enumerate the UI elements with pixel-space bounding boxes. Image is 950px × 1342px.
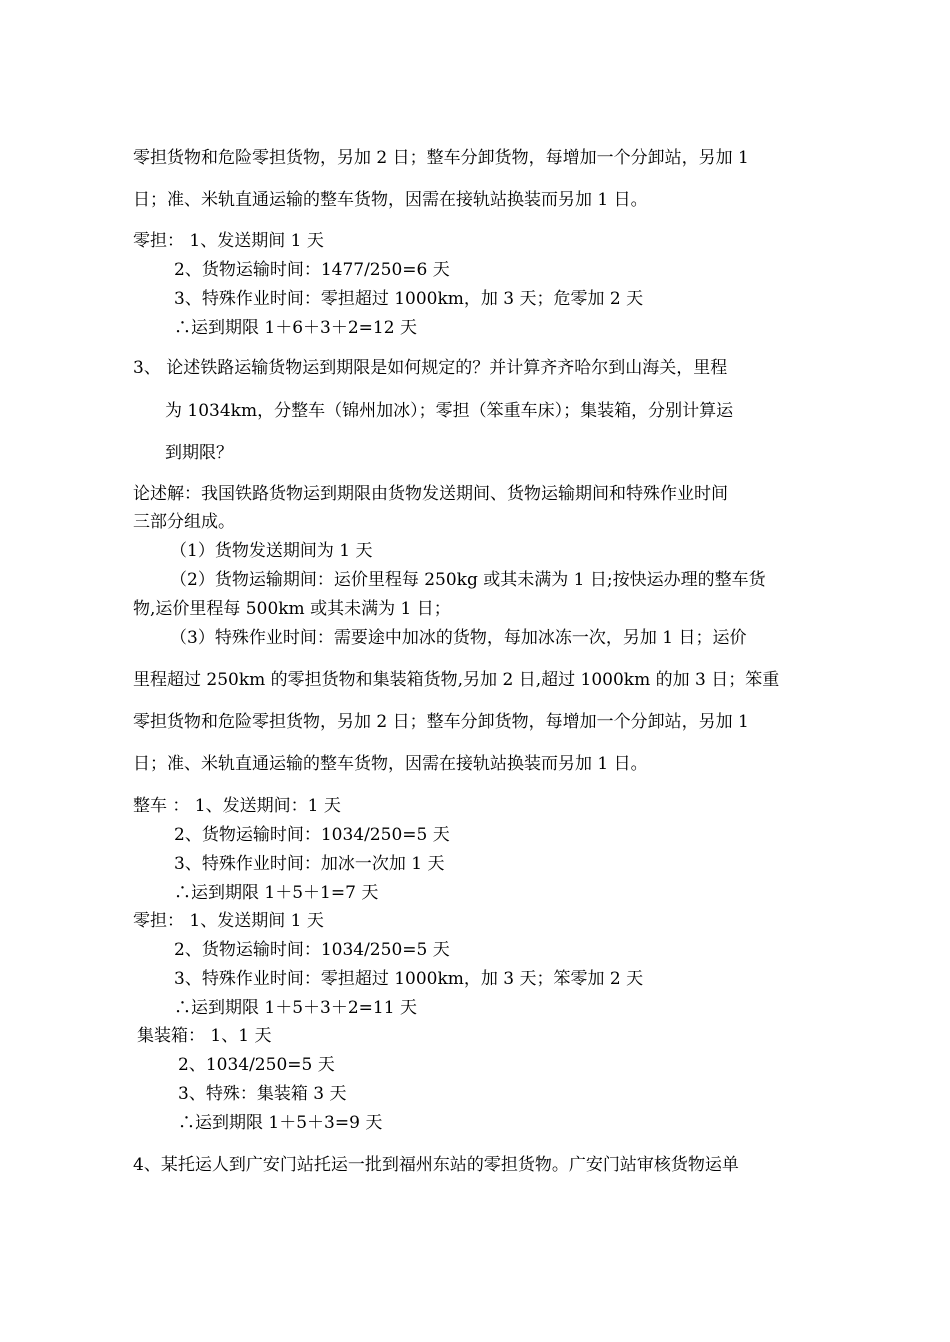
text-line: 2、货物运输时间：1477/250=6 天	[174, 260, 450, 280]
text-line: 日；准、米轨直通运输的整车货物，因需在接轨站换装而另加 1 日。	[133, 754, 648, 774]
text-line: （3）特殊作业时间：需要途中加冰的货物，每加冰冻一次，另加 1 日；运价	[170, 628, 747, 648]
text-line: 2、货物运输时间：1034/250=5 天	[174, 940, 450, 960]
text-line: 零担货物和危险零担货物，另加 2 日；整车分卸货物，每增加一个分卸站，另加 1	[133, 148, 749, 168]
text-line: 零担货物和危险零担货物，另加 2 日；整车分卸货物，每增加一个分卸站，另加 1	[133, 712, 749, 732]
question-heading: 3、 论述铁路运输货物运到期限是如何规定的？并计算齐齐哈尔到山海关，里程	[133, 358, 728, 378]
text-line: （2）货物运输期间：运价里程每 250kg 或其未满为 1 日;按快运办理的整车货	[170, 570, 766, 590]
text-line: 里程超过 250km 的零担货物和集装箱货物,另加 2 日,超过 1000km 的加 3 日；笨重	[133, 670, 780, 690]
text-line: 零担： 1、发送期间 1 天	[133, 231, 324, 251]
text-line: ∴运到期限 1＋6＋3＋2=12 天	[174, 318, 417, 338]
text-line: 3、特殊作业时间：零担超过 1000km，加 3 天；笨零加 2 天	[174, 969, 644, 989]
question-heading: 到期限？	[165, 443, 233, 463]
text-line: 日；准、米轨直通运输的整车货物，因需在接轨站换装而另加 1 日。	[133, 190, 648, 210]
text-line: 物,运价里程每 500km 或其未满为 1 日；	[133, 599, 451, 619]
text-line: 论述解：我国铁路货物运到期限由货物发送期间、货物运输期间和特殊作业时间	[133, 484, 728, 504]
text-line: 整车 ： 1、发送期间：1 天	[133, 796, 341, 816]
text-line: ∴运到期限 1＋5＋3=9 天	[178, 1113, 383, 1133]
text-line: 零担： 1、发送期间 1 天	[133, 911, 324, 931]
text-line: ∴运到期限 1＋5＋3＋2=11 天	[174, 998, 417, 1018]
text-line: 3、特殊作业时间：零担超过 1000km，加 3 天；危零加 2 天	[174, 289, 644, 309]
question-heading: 为 1034km，分整车（锦州加冰）；零担（笨重车床）；集装箱，分别计算运	[165, 401, 734, 421]
text-line: 2、货物运输时间：1034/250=5 天	[174, 825, 450, 845]
question-heading: 4、某托运人到广安门站托运一批到福州东站的零担货物。广安门站审核货物运单	[133, 1155, 739, 1175]
text-line: 三部分组成。	[133, 512, 235, 532]
text-line: 3、特殊：集装箱 3 天	[178, 1084, 347, 1104]
text-line: 集装箱： 1、1 天	[137, 1026, 272, 1046]
text-line: 2、1034/250=5 天	[178, 1055, 335, 1075]
text-line: （1）货物发送期间为 1 天	[170, 541, 373, 561]
text-line: 3、特殊作业时间：加冰一次加 1 天	[174, 854, 445, 874]
text-line: ∴运到期限 1＋5＋1=7 天	[174, 883, 379, 903]
